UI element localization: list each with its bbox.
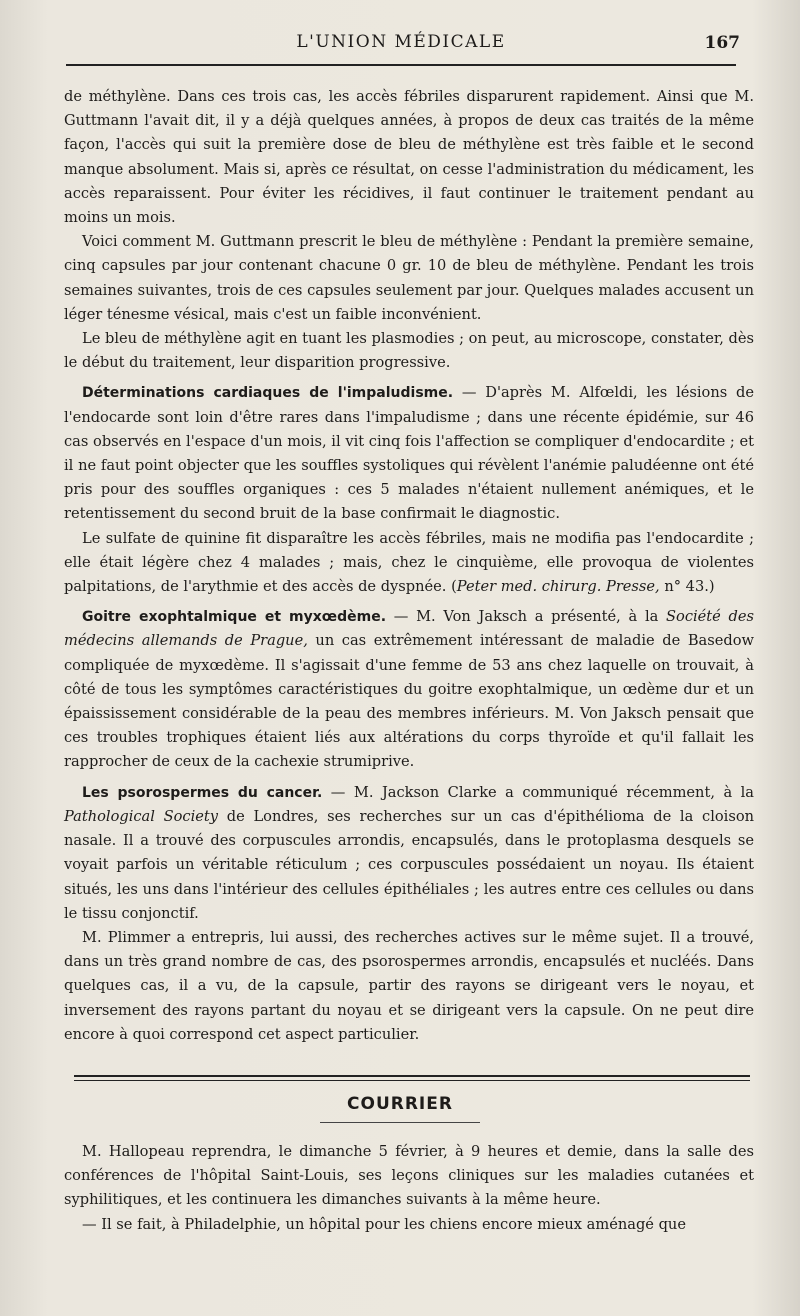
courrier-hallopeau: M. Hallopeau reprendra, le dimanche 5 février, à 9 heures et demie, dans la salle des conférences de l'hôpital Saint-Louis, ses leçons cliniques sur les maladies cutanées et syphilitiques, et les continuera les dimanches suivants à la même heure. <box>64 1143 754 1209</box>
goitre-text-b: un cas extrêmement intéressant de maladie de Basedow compliquée de myxœdème. Il s'agissait d'une femme de 53 ans chez laquelle on trouvait, à côté de tous les symptômes caractéristiques du goitre exophtalmique, un œdème dur et un épaississement considérable de la peau des membres inférieurs. M. Von Jaksch pensait que ces troubles trophiques étaient liés aux altérations du corps thyroïde et qu'il fallait les rapprocher de ceux de la cachexie strumiprive. <box>64 632 754 771</box>
psorospermes-text-b: de Londres, ses recherches sur un cas d'épithélioma de la cloison nasale. Il a trouvé des corpuscules arrondis, encapsulés, dans le protoplasma desquels se voyait parfois un véritable réticulum ; ces corpuscules possédaient un noyau. Ils étaient situés, les uns dans l'intérieur des cellules épithéliales ; les autres entre ces cellules ou dans le tissu conjonctif. <box>64 807 754 922</box>
section-goitre <box>64 605 754 774</box>
quinine-text: Le sulfate de quinine fit disparaître les accès fébriles, mais ne modifia pas l'endocardite ; elle était légère chez 4 malades ; mais, chez le cinquième, elle provoqua de violentes palpitations, de l'arythmie et des accès de dyspnée. ( <box>64 529 754 596</box>
psorospermes-text-a: — M. Jackson Clarke a communiqué récemment, à la <box>322 783 754 801</box>
courrier-underline <box>320 1122 480 1123</box>
courrier-body <box>64 1140 754 1237</box>
paragraph-methylene-results: de méthylène. Dans ces trois cas, les accès fébriles disparurent rapidement. Ainsi que M. Guttmann l'avait dit, il y a déjà quelques années, à propos de deux cas traités de la même façon, l'accès qui suit la première dose de bleu de méthylène est très faible et le second manque absolument. Mais si, après ce résultat, on cesse l'administration du médicament, les accès reparaissent. Pour éviter les récidives, il faut continuer le traitement pendant au moins un mois. <box>64 88 754 227</box>
section-heading-psorospermes: Les psorospermes du cancer. <box>82 784 323 801</box>
paragraph-quinine <box>64 527 754 600</box>
section-heading-goitre: Goitre exophtalmique et myxœdème. <box>82 609 387 626</box>
section-divider <box>74 1075 750 1081</box>
paragraph-plimmer: M. Plimmer a entrepris, lui aussi, des recherches actives sur le même sujet. Il a trouvé, dans un très grand nombre de cas, des psorospermes arrondis, encapsulés et nucléés. Dans quelques cas, il a vu, de la capsule, partir des rayons se dirigeant vers le noyau, et inversement des rayons partant du noyau et se dirigeant vers la capsule. On ne peut dire encore à quoi correspond cet aspect particulier. <box>64 928 754 1043</box>
section-text-cardiac: — D'après M. Alfœldi, les lésions de l'endocarde sont loin d'être rares dans l'impaludisme ; dans une récente épidémie, sur 46 cas observés en l'espace d'un mois, il vit cinq fois l'affection se compliquer d'endocardite ; et il ne faut point objecter que les souffles systoliques qui révèlent l'anémie paludéenne ont été pris pour des souffles organiques : ces 5 malades n'étaient nullement anémiques, et le retentissement du second bruit de la base confirmait le diagnostic. <box>64 384 754 523</box>
paragraph-plasmodies: Le bleu de méthylène agit en tuant les plasmodies ; on peut, au microscope, constater, dès le début du traitement, leur disparition progressive. <box>64 330 754 372</box>
article-body <box>64 85 754 1047</box>
courrier-philadelphie: — Il se fait, à Philadelphie, un hôpital pour les chiens encore mieux aménagé que <box>82 1215 686 1233</box>
society-name-prague: Société des médecins allemands de Prague, <box>64 608 755 650</box>
paragraph-guttmann-prescription: Voici comment M. Guttmann prescrit le bleu de méthylène : Pendant la première semaine, cinq capsules par jour contenant chacune 0 gr. 10 de bleu de méthylène. Pendant les trois semaines suivantes, trois de ces capsules seulement par jour. Quelques malades accusent un léger ténesme vésical, mais c'est un faible inconvénient. <box>64 233 754 323</box>
goitre-text-a: — M. Von Jaksch a présenté, à la <box>386 608 667 626</box>
header-rule <box>66 64 736 66</box>
courrier-heading: COURRIER <box>347 1094 453 1114</box>
page-header <box>62 30 740 60</box>
page-number: 167 <box>704 33 740 53</box>
section-cardiac <box>64 381 754 526</box>
society-name-pathological: Pathological Society <box>64 807 219 825</box>
journal-title: L'UNION MÉDICALE <box>296 32 506 52</box>
citation-reference: Peter med. chirurg. Presse, <box>456 578 660 596</box>
section-heading-cardiac: Déterminations cardiaques de l'impaludisme. <box>82 385 454 402</box>
citation-number: n° 43.) <box>659 578 715 596</box>
section-psorospermes <box>64 781 754 926</box>
